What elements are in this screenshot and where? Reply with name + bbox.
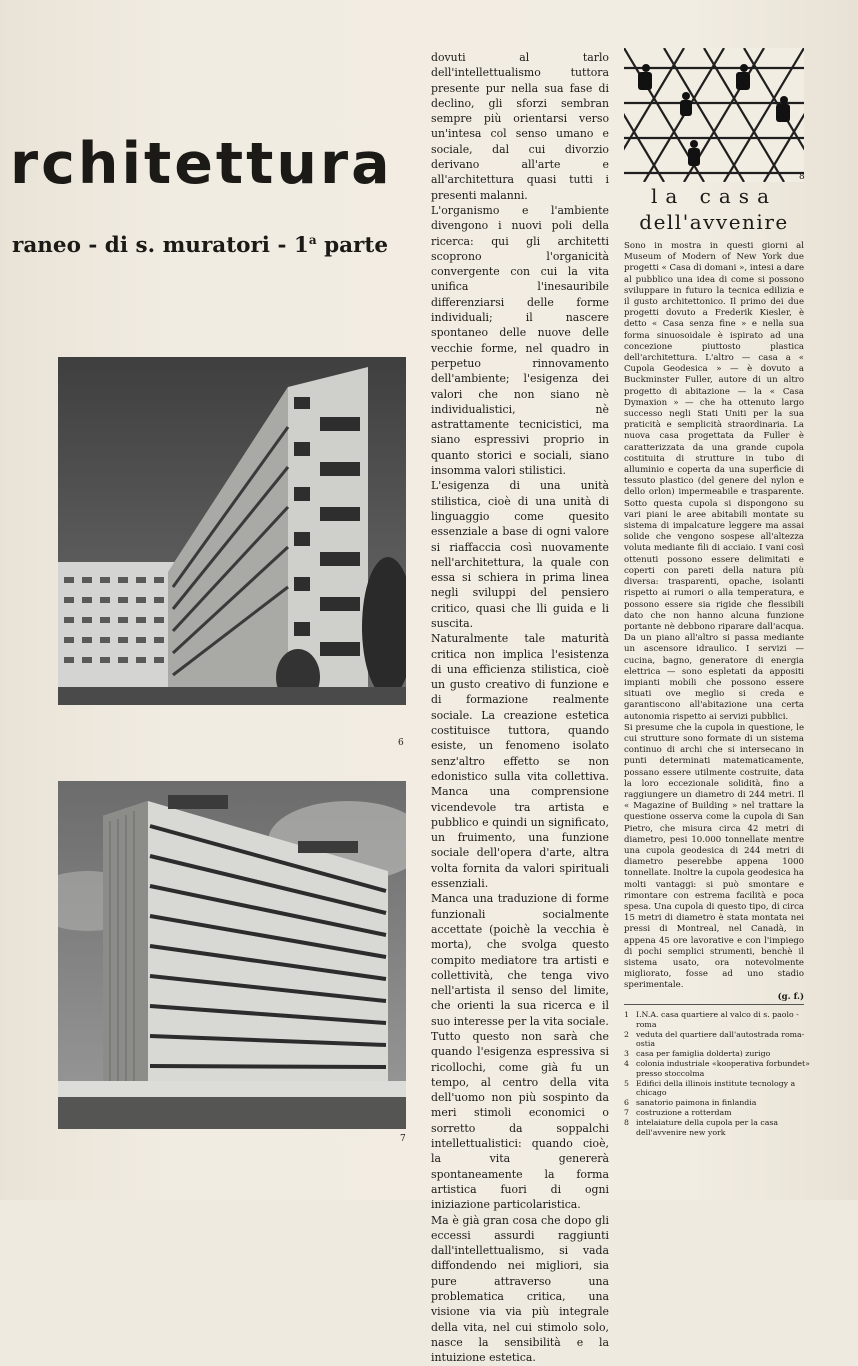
caption-number: 2 (624, 1029, 629, 1039)
caption-number: 7 (624, 1107, 629, 1117)
sidebar-article-column (624, 241, 804, 1003)
caption-number: 8 (624, 1117, 629, 1127)
caption-text: colonia industriale «kooperativa forbundet» presso stoccolma (636, 1058, 810, 1078)
subtitle-text-end: parte (316, 233, 388, 259)
caption-divider (624, 1004, 804, 1005)
main-article-column (431, 50, 609, 1366)
author-signature: (g. f.) (777, 991, 804, 1002)
figure-number-6: 6 (398, 738, 404, 748)
main-paragraph: dovuti al tarlo dell'intellettualismo tuttora presente pur nella sua fase di declino, gli sforzi sembran sempre più orientarsi verso un'intesa col senso umano e sociale, dal cui divorzio derivano all'arte e all'architettura quasi tutti i presenti malanni. (431, 51, 609, 202)
caption-text: Edifici della illinois institute tecnology a chicago (636, 1078, 796, 1098)
main-paragraph: Naturalmente tale maturità critica non implica l'esistenza di una efficienza stilistica, cioè un gusto creativo di funzione e di formazione realmente sociale. La creazione estetica costituisce tuttora, quando esiste, un fenomeno isolato senz'altro effetto se non edonistico sulla vita collettiva. Manca una comprensione vicendevole tra artista e pubblico e quindi un significato, un fruimento, una funzione sociale dell'opera d'arte, altra volta fornita da valori spirituali essenziali. (431, 632, 609, 891)
caption-item (624, 1049, 814, 1059)
sidebar-paragraph: Sono in mostra in questi giorni al Museum of Modern of New York due progetti « Casa di domani », intesi a dare al pubblico una idea di come si possono sviluppare in futuro la tecnica edilizia e il gusto architettonico. Il primo dei due progetti dovuto a Frederik Kiesler, è detto « Casa senza fine » e nella sua forma sinuosoidale è ispirato ad una concezione piuttosto plastica dell'architettura. L'altro — casa a « Cupola Geodesica » — è dovuto a Buckminster Fuller, autore di un altro progetto di abitazione — la « Casa Dymaxion » — che ha ottenuto largo successo negli Stati Uniti per la sua praticità e semplicità straordinaria. La nuova casa progettata da Fuller è caratterizzata da una grande cupola costituita di strutture in tubo di alluminio e coperta da una superficie di tessuto plastico (del genere del nylon e dello orlon) impermeabile e trasparente. Sotto questa cupola si dispongono su vari piani le aree abitabili montate su sistema di impalcature leggere ma assai solide che vengono sospese all'altezza voluta mediante fili di acciaio. I vani così ottenuti possono essere delimitati e coperti con pareti della natura più diversa: trasparenti, opache, isolanti rispetto ai rumori o alla temperatura, e possono essere sia rigide che flessibili dato che non hanno alcuna funzione portante nè debbono riparare dall'acqua. Da un piano all'altro si passa mediante un ascensore idraulico. I servizi — cucina, bagno, generatore di energia elettrica — sono espletati da appositi impianti mobili che possono essere situati ove meglio si creda e garantiscono all'abitazione una certa autonomia rispetto ai servizi pubblici. (624, 241, 804, 722)
page-title: rchitettura (10, 131, 393, 197)
subtitle-superscript: a (308, 233, 317, 247)
main-paragraph: Tutto questo non sarà che quando l'esigenza espressiva si ricollochi, come già fu un tempo, al centro della vita dell'uomo non più sospinto da meri stimoli economici o sorretto da soppalchi intellettualistici: quando cioè, la vita genererà spontaneamente la forma artistica fuori di ogni iniziazione particolaristica. (431, 1030, 609, 1212)
caption-text: I.N.A. casa quartiere al valco di s. paolo - roma (636, 1010, 799, 1029)
caption-item (624, 1118, 814, 1138)
figure-number-8: 8 (799, 172, 805, 182)
caption-number: 4 (624, 1058, 629, 1068)
figure-number-7: 7 (400, 1134, 406, 1144)
tall-apartment-tower-photo (58, 781, 406, 1129)
caption-number: 5 (624, 1078, 629, 1088)
caption-text: intelaiature della cupola per la casa dell'avvenire new york (636, 1117, 779, 1137)
caption-number: 3 (624, 1049, 629, 1059)
geodesic-dome-workers-photo (624, 48, 804, 182)
caption-item (624, 1079, 814, 1099)
caption-item (624, 1059, 814, 1079)
sidebar-paragraph: Si presume che la cupola in questione, le cui strutture sono formate di un sistema continuo di archi che si intersecano in punti determinati matematicamente, possano essere utilmente costruite, data la loro eccezionale solidità, fino a raggiungere un diametro di 244 metri. Il « Magazine of Building » nel trattare la questione osserva come la cupola di San Pietro, che misura circa 42 metri di diametro, pesi 10.000 tonnellate mentre una cupola geodesica di 244 metri di diametro peserebbe appena 1000 tonnellate. Inoltre la cupola geodesica ha molti vantaggi: si può smontare e rimontare con estrema facilità e poca spesa. Una cupola di questo tipo, di circa 15 metri di diametro è stata montata nei pressi di Montreal, nel Canadà, in appena 45 ore lavorative e con l'impiego di pochi semplici strumenti, benchè il sistema usato, ora notevolmente migliorato, fosse ad uno stadio sperimentale. (624, 722, 804, 991)
caption-text: veduta del quartiere dall'autostrada roma-ostia (636, 1029, 805, 1049)
subtitle-text: raneo - di s. muratori - 1 (12, 233, 309, 259)
sidebar-heading-line1: la casa (651, 184, 777, 208)
caption-item (624, 1098, 814, 1108)
figure-captions-list (624, 1010, 814, 1137)
caption-number: 6 (624, 1098, 629, 1108)
caption-item (624, 1030, 814, 1050)
sidebar-heading-line2: dell'avvenire (639, 210, 789, 234)
main-paragraph: Ma è già gran cosa che dopo gli eccessi assurdi raggiunti dall'intellettualismo, si vada diffondendo nei migliori, sia pure attraverso una problematica critica, una visione via via più integrale della vita, nel cui stimolo solo, nasce la sensibilità e la intuizione estetica. (431, 1213, 609, 1365)
modernist-housing-block-photo (58, 357, 406, 705)
photo-7-drawing (58, 781, 406, 1129)
caption-text: costruzione a rotterdam (636, 1107, 732, 1117)
caption-item (624, 1010, 814, 1030)
caption-number: 1 (624, 1010, 629, 1019)
photo-8-drawing (624, 48, 804, 182)
main-paragraph: L'esigenza di una unità stilistica, cioè di una unità di linguaggio come quesito essenziale a base di ogni valore si riaffaccia così nuovamente nell'architettura, la quale con essa si schiera in prima linea negli sviluppi del pensiero critico, quasi che lli guida e li suscita. (431, 479, 609, 630)
caption-text: casa per famiglia dolderta) zurigo (636, 1049, 771, 1059)
main-paragraph: Manca una traduzione di forme funzionali socialmente accettate (poichè la vecchia è morta), che svolga questo compito mediatore tra artisti e collettività, che tenga vivo nell'artista il senso del limite, che orienti la sua ricerca e il suo interesse per la vita sociale. (431, 892, 609, 1028)
photo-6-drawing (58, 357, 406, 705)
caption-text: sanatorio paimona in finlandia (636, 1098, 757, 1108)
page-subtitle (12, 234, 388, 257)
main-paragraph: L'organismo e l'ambiente divengono i nuovi poli della ricerca: qui gli architetti scoprono l'organicità convergente con cui la vita unifica l'inesauribile differenziarsi delle forme individuali; il nascere spontaneo delle nuove delle vecchie forme, nel quadro in perpetuo rinnovamento dell'ambiente; l'esigenza dei valori che non siano nè individualistici, nè astrattamente tecnicistici, ma siano espressivi proprio in quanto storici e sociali, siano insomma valori stilistici. (431, 203, 609, 478)
caption-item (624, 1108, 814, 1118)
